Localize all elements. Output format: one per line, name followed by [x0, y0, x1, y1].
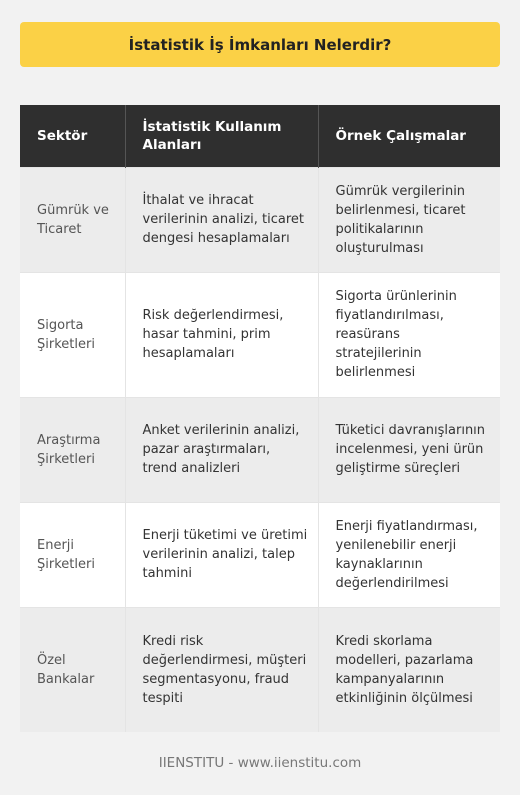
cell-sector: Özel Bankalar	[20, 607, 125, 732]
cell-usage: Risk değerlendirmesi, hasar tahmini, prim hesaplamaları	[125, 272, 318, 397]
table-row	[20, 167, 500, 272]
cell-sector: Enerji Şirketleri	[20, 502, 125, 607]
cell-sector: Araştırma Şirketleri	[20, 397, 125, 502]
cell-example: Sigorta ürünlerinin fiyatlandırılması, reasürans stratejilerinin belirlenmesi	[318, 272, 500, 397]
header-example-works: Örnek Çalışmalar	[335, 127, 466, 144]
table-row	[20, 607, 500, 732]
cell-usage: İthalat ve ihracat verilerinin analizi, ticaret dengesi hesaplamaları	[125, 167, 318, 272]
cell-example: Enerji fiyatlandırması, yenilenebilir enerji kaynaklarının değerlendirilmesi	[318, 502, 500, 607]
page-title: İstatistik İş İmkanları Nelerdir?	[128, 35, 392, 54]
cell-usage: Enerji tüketimi ve üretimi verilerinin analizi, talep tahmini	[125, 502, 318, 607]
cell-example: Gümrük vergilerinin belirlenmesi, ticaret politikalarının oluşturulması	[318, 167, 500, 272]
table-row	[20, 272, 500, 397]
sector-table	[20, 105, 500, 732]
header-usage-areas: İstatistik Kullanım Alanları	[125, 105, 318, 167]
title-banner	[20, 22, 500, 67]
cell-example: Tüketici davranışlarının incelenmesi, yeni ürün geliştirme süreçleri	[318, 397, 500, 502]
cell-sector: Gümrük ve Ticaret	[20, 167, 125, 272]
table-header-row	[20, 105, 500, 167]
table-row	[20, 502, 500, 607]
cell-sector: Sigorta Şirketleri	[20, 272, 125, 397]
header-sector: Sektör	[20, 105, 125, 167]
cell-example: Kredi skorlama modelleri, pazarlama kampanyalarının etkinliğinin ölçülmesi	[318, 607, 500, 732]
footer-credit: IIENSTITU - www.iienstitu.com	[158, 755, 362, 771]
cell-usage: Kredi risk değerlendirmesi, müşteri segmentasyonu, fraud tespiti	[125, 607, 318, 732]
cell-usage: Anket verilerinin analizi, pazar araştırmaları, trend analizleri	[125, 397, 318, 502]
table-row	[20, 397, 500, 502]
